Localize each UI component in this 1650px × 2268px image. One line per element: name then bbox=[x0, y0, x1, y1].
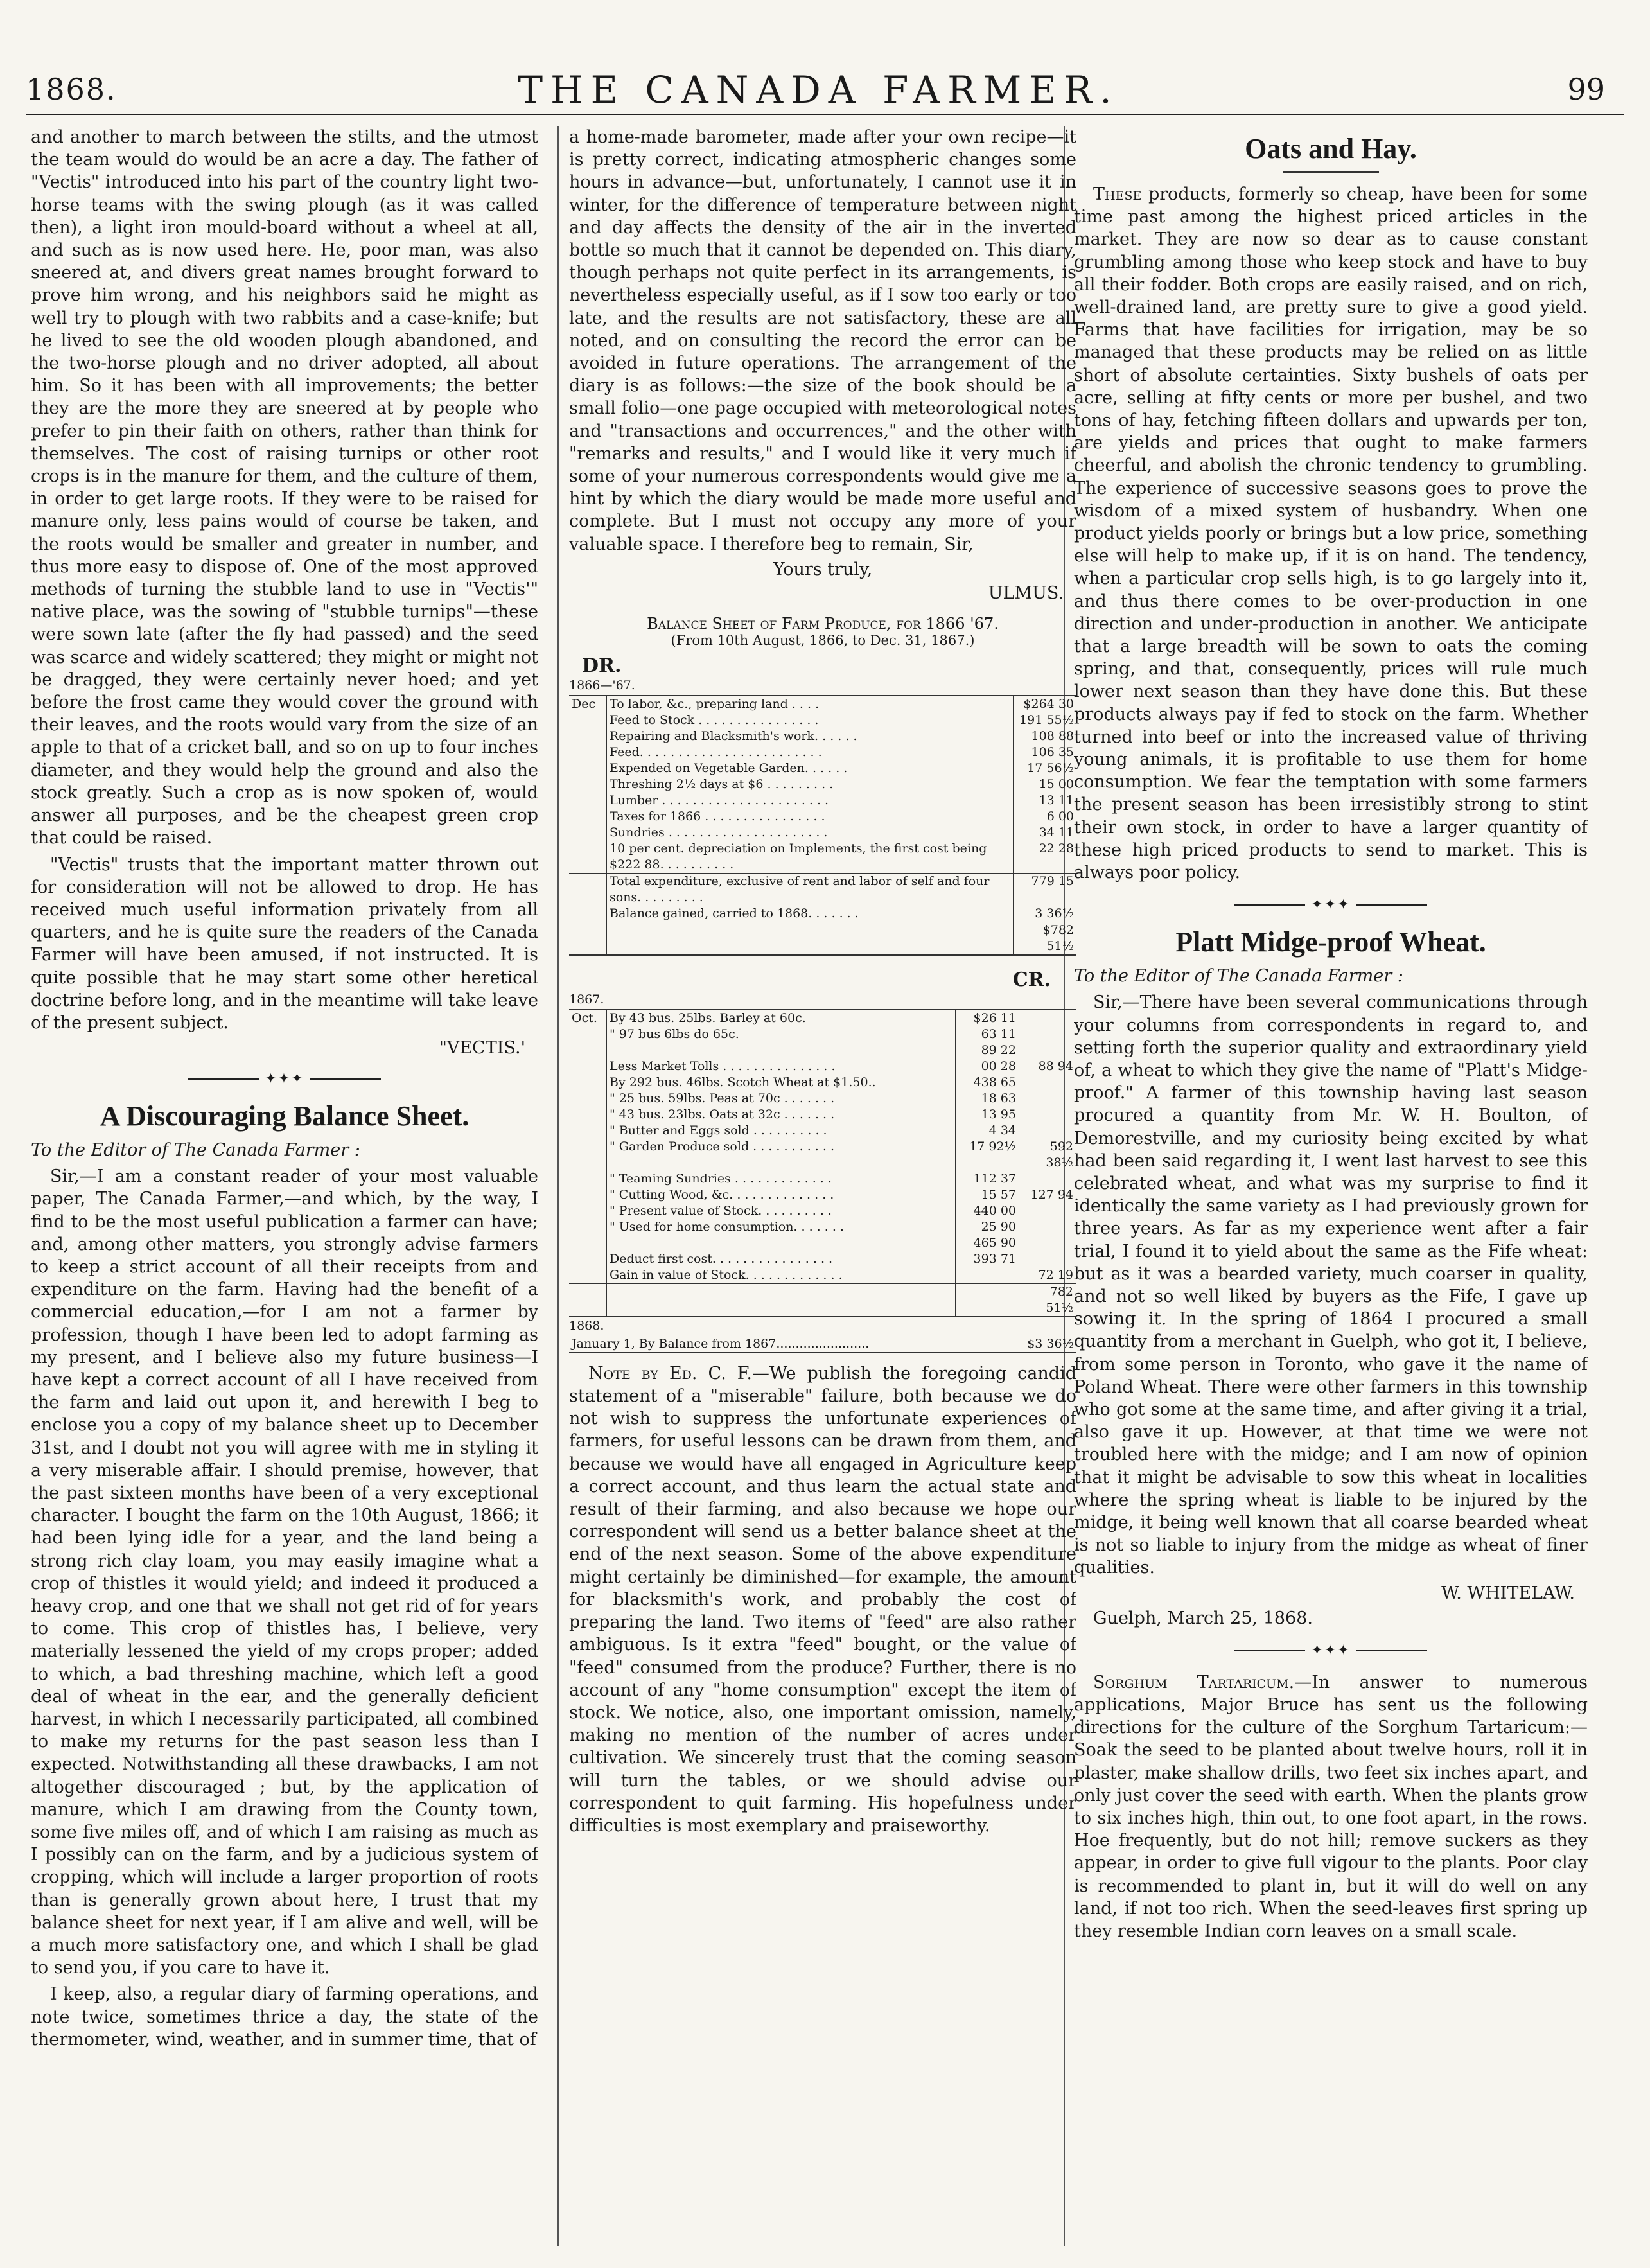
month-cell bbox=[569, 1123, 607, 1139]
masthead-rule bbox=[26, 114, 1624, 116]
masthead-title: THE CANADA FARMER. bbox=[518, 68, 1119, 112]
article-heading-oats-hay: Oats and Hay. bbox=[1245, 133, 1417, 164]
table-row bbox=[569, 1283, 1076, 1317]
amount-cell: 4 34 bbox=[956, 1123, 1019, 1139]
month-cell bbox=[569, 1171, 607, 1187]
table-row bbox=[569, 809, 1076, 825]
table-row bbox=[569, 1267, 1076, 1284]
letter-continuation: a home-made barometer, made after your own recipe—it is pretty correct, indicating atmospheric changes some hours in advance—but, unfortunately, I cannot use it in winter, for the difference of temperature between night and day affects the density of the air in the inverted bottle so much that it cannot be depended on. This diary, though perhaps not quite perfect in its arrangements, is nevertheless especially useful, as if I sow too early or too late, and the results are not satisfactory, these are all noted, and on consulting the record the error can be avoided in future operations. The arrangement of the diary is as follows:—the size of the book should be a small folio—one page occupied with meteorological notes and "transactions and occurrences," and the other with "remarks and results," and I would like it very much if some of your numerous correspondents would give me a hint by which the diary would be made more useful and complete. But I must not occupy any more of your valuable space. I therefore beg to remain, Sir, bbox=[569, 127, 1076, 554]
amount-cell: 6 00 bbox=[1046, 809, 1074, 823]
table-row bbox=[569, 696, 1076, 712]
table-row bbox=[569, 760, 1076, 777]
article-heading-balance-sheet: A Discouraging Balance Sheet. bbox=[100, 1100, 470, 1132]
subtotal-cell bbox=[1019, 1123, 1076, 1139]
heading-rule bbox=[1283, 171, 1379, 173]
section-divider: ✦✦✦ bbox=[1074, 1642, 1588, 1658]
carry-year: 1868. bbox=[569, 1318, 604, 1333]
item-cell: Expended on Vegetable Garden. . . . . . bbox=[607, 760, 1014, 777]
table-row bbox=[569, 712, 1076, 728]
month-cell bbox=[569, 1059, 607, 1075]
oats-hay-text: products, formerly so cheap, have been for some time past among the highest priced articles in the market. They are now so dear as to cause constant grumbling among those who keep stock and have to buy all their fodder. Both crops are easily raised, and on rich, well-drained land, are pretty sure to give a good yield. Farms that have facilities for irrigation, may be so managed that these products may be relied on as little short of absolute certainties. Sixty bushels of oats per acre, selling at fifty cents or more per bushel, and two tons of hay, fetching fifteen dollars and upwards per ton, are yields and prices that ought to make farmers cheerful, and abolish the chronic tendency to grumbling. The experience of successive seasons goes to prove the wisdom of a mixed system of husbandry. When one product yields poorly or brings but a low price, something else will help to make up, if it is on hand. The tendency, when a particular crop sells high, is to go largely into it, and thus there comes to be over-production in one direction and under-production in another. We anticipate that a large breadth will be sown to oats the coming spring, and that, consequently, prices will rule much lower next season than they have done this. But these products always pay if fed to stock on the farm. Whether turned into beef or into the increased value of thriving young animals, it is profitable to use them for home consumption. We fear the temptation with some farmers the present season has been irresistibly strong to stint their own stock, in order to have a larger quantity of these high priced products to send to market. This is always poor policy. bbox=[1074, 184, 1588, 883]
masthead-year: 1868. bbox=[26, 72, 117, 107]
item-cell: " Present value of Stock. . . . . . . . . . bbox=[607, 1203, 956, 1219]
column-1 bbox=[31, 126, 538, 2252]
editor-note-lead: Note by Ed. C. F. bbox=[588, 1363, 752, 1384]
table-row bbox=[569, 1187, 1076, 1203]
subtotal-cell: 592 38½ bbox=[1019, 1139, 1076, 1171]
item-cell: Gain in value of Stock. . . . . . . . . . . . . bbox=[607, 1267, 956, 1284]
amount-cell: 3 36½ bbox=[1035, 906, 1074, 920]
section-divider: ✦✦✦ bbox=[1074, 897, 1588, 913]
month-cell bbox=[569, 728, 607, 744]
amount-cell: 112 37 bbox=[956, 1171, 1019, 1187]
month-cell: Oct. bbox=[569, 1010, 607, 1026]
amount-cell: $26 11 bbox=[956, 1010, 1019, 1026]
month-cell bbox=[569, 1139, 607, 1171]
table-row bbox=[569, 1091, 1076, 1107]
subtotal-cell bbox=[1019, 1010, 1076, 1026]
item-cell: By 292 bus. 46lbs. Scotch Wheat at $1.50.. bbox=[607, 1075, 956, 1091]
month-cell bbox=[569, 1219, 607, 1235]
subtotal-cell: 127 94 bbox=[1019, 1187, 1076, 1203]
carry-forward-label: January 1, By Balance from 1867........................ bbox=[572, 1336, 870, 1351]
item-cell: Less Market Tolls . . . . . . . . . . . . . . . bbox=[607, 1059, 956, 1075]
sorghum-text: —In answer to numerous applications, Major Bruce has sent us the following directions for the culture of the Sorghum Tartaricum:—Soak the seed to be planted about twelve hours, roll it in plaster, make shallow drills, two feet six inches apart, and only just cover the seed with earth. When the plants grow to six inches high, thin out, to one foot apart, in the rows. Hoe frequently, but do not hill; remove suckers as they appear, in order to give full vigour to the plants. Poor clay is recommended to plant in, but it will do well on any land, if not too rich. When the seed-leaves first spring up they resemble Indian corn leaves on a small scale. bbox=[1074, 1672, 1588, 1942]
month-cell bbox=[569, 906, 607, 922]
month-cell bbox=[569, 922, 607, 955]
amount-cell: $782 51½ bbox=[1014, 922, 1077, 955]
balance-sheet-subtitle: (From 10th August, 1866, to Dec. 31, 1867.) bbox=[671, 632, 975, 648]
month-cell bbox=[569, 1251, 607, 1267]
closing: Yours truly, bbox=[773, 559, 873, 579]
month-cell bbox=[569, 1235, 607, 1251]
amount-cell: 00 28 bbox=[956, 1059, 1019, 1075]
editor-note-text: —We publish the foregoing candid statement of a "miserable" failure, both because we do not wish to suppress the unfortunate experiences of farmers, for useful lessons can be drawn from them, and because we would have all engaged in Agriculture keep a correct account, and thus learn the actual state and result of their farming, and also because we hope our correspondent will send us a better balance sheet at the end of the next season. Some of the above expenditure might certainly be diminished—for example, the amount for blacksmith's work, and probably the cost of preparing the land. Two items of "feed" are also rather ambiguous. Is it extra "feed" bought, or the value of "feed" consumed from the produce? Further, there is no account of any "home consumption" except the item of stock. We notice, also, one important omission, namely, making no mention of the number of acres under cultivation. We sincerely trust that the coming season will turn the tables, or we should advise our correspondent to quit farming. His hopefulness under difficulties is most exemplary and praiseworthy. bbox=[569, 1363, 1076, 1836]
item-cell: 10 per cent. depreciation on Implements, the first cost being $222 88. . . . . . . . . . bbox=[607, 841, 1014, 874]
amount-cell: 63 11 bbox=[956, 1026, 1019, 1042]
amount-cell: 779 15 bbox=[1014, 873, 1077, 906]
table-row bbox=[569, 1203, 1076, 1219]
item-cell bbox=[607, 1283, 956, 1317]
debit-year: 1866—'67. bbox=[569, 678, 635, 692]
subtotal-cell bbox=[1019, 1042, 1076, 1059]
subtotal-cell: 782 51½ bbox=[1019, 1283, 1076, 1317]
amount-cell: 15 57 bbox=[956, 1187, 1019, 1203]
table-row bbox=[569, 906, 1076, 922]
letter-body: Sir,—I am a constant reader of your most valuable paper, The Canada Farmer,—and which, by the way, I find to be the most useful publication a farmer can have; and, among other matters, you strongly advise farmers to keep a strict account of all their receipts from and expenditure on the farm. Having had the benefit of a commercial education,—for I am not a farmer by profession, though I have been led to adopt farming as my present, and I believe also my future business—I have kept a correct account of all I have received from the farm and laid out upon it, and herewith I beg to enclose you a copy of my balance sheet up to December 31st, and I doubt not you will agree with me in styling it a very miserable affair. I should premise, however, that the past sixteen months have been of a very exceptional character. I bought the farm on the 10th August, 1866; it had been lying idle for a year, and the land being a strong rich clay loam, you may easily imagine what a crop of thistles it would yield; and indeed it produced a heavy crop, and one that we shall not get rid of for years to come. This crop of thistles has, I believe, very materially lessened the yield of my crops proper; added to which, a bad threshing machine, which left a good deal of wheat in the ear, and the generally deficient harvest, in which I necessarily participated, all combined to make my returns for the past season less than I expected. Notwithstanding all these drawbacks, I am not altogether discouraged ; but, by the application of manure, which I am drawing from the County town, some five miles off, and of which I am raising as much as I possibly can on the farm, and by a judicious system of cropping, which will include a larger proportion of roots than is generally grown about here, I trust that my balance sheet for next year, if I am alive and well, will be a much more satisfactory one, and which I shall be glad to send you, if you care to have it. bbox=[31, 1166, 538, 1978]
subtotal-cell bbox=[1019, 1219, 1076, 1235]
item-cell: Deduct first cost. . . . . . . . . . . . . . . . bbox=[607, 1251, 956, 1267]
section-divider: ✦✦✦ bbox=[31, 1071, 538, 1087]
subtotal-cell bbox=[1019, 1075, 1076, 1091]
item-cell: Feed to Stock . . . . . . . . . . . . . . . . bbox=[607, 712, 1014, 728]
editor-note bbox=[569, 1362, 1076, 1837]
amount-cell: 106 35 bbox=[1031, 744, 1074, 759]
month-cell bbox=[569, 1107, 607, 1123]
column-3 bbox=[1074, 126, 1588, 2252]
table-row bbox=[569, 1010, 1076, 1026]
table-row bbox=[569, 825, 1076, 841]
whitelaw-signature: W. WHITELAW. bbox=[1441, 1583, 1575, 1603]
page-number: 99 bbox=[1567, 72, 1605, 107]
balance-sheet-title: Balance Sheet of Farm Produce, for 1866 '67. bbox=[647, 614, 999, 633]
table-row bbox=[569, 1042, 1076, 1059]
amount-cell: 13 11 bbox=[1039, 793, 1074, 807]
salutation: To the Editor of The Canada Farmer : bbox=[1074, 966, 1403, 987]
item-cell: By 43 bus. 25lbs. Barley at 60c. bbox=[607, 1010, 956, 1026]
table-row bbox=[569, 1059, 1076, 1075]
subtotal-cell bbox=[1019, 1251, 1076, 1267]
item-cell: To labor, &c., preparing land . . . . bbox=[607, 696, 1014, 712]
amount-cell: 18 63 bbox=[956, 1091, 1019, 1107]
item-cell: Total expenditure, exclusive of rent and labor of self and four sons. . . . . . . . . bbox=[607, 873, 1014, 906]
month-cell bbox=[569, 841, 607, 874]
amount-cell: 25 90 bbox=[956, 1219, 1019, 1235]
amount-cell: 440 00 bbox=[956, 1203, 1019, 1219]
subtotal-cell bbox=[1019, 1235, 1076, 1251]
oats-hay-lead: These bbox=[1093, 184, 1142, 204]
amount-cell: 438 65 bbox=[956, 1075, 1019, 1091]
debit-table bbox=[569, 695, 1076, 956]
platt-wheat-body: Sir,—There have been several communications through your columns from correspondents in regard to, and setting forth the superior quality and extraordinary yield of, a wheat to which they give the name of "Platt's Midge-proof." A farmer of this township having last season procured a quantity from Mr. W. H. Boulton, of Demorestville, and my curiosity being excited by what had been said regarding it, I went last harvest to see this celebrated wheat, and what was my surprise to find it identically the same variety as I had previously grown for three years. As far as my experience went after a fair trial, I found it to yield about the same as the Fife wheat: but as it was a bearded variety, much coarser in quality, and not so well liked by buyers as the Fife, I gave up sowing it. In the spring of 1864 I procured a small quantity from a merchant in Guelph, who got it, I believe, from some person in Toronto, who gave it the name of Poland Wheat. There were other farmers in this township who got some at the same time, and after giving it a trial, also gave it up. However, at that time we were not troubled here with the midge; and I am now of opinion that it might be advisable to sow this wheat in localities where the spring wheat is liable to be injured by the midge, it being well known that all coarse bearded wheat is not so liable to injury from the midge as wheat of finer qualities. bbox=[1074, 992, 1588, 1578]
table-row bbox=[569, 793, 1076, 809]
amount-cell: 465 90 bbox=[956, 1235, 1019, 1251]
sorghum-lead: Sorghum Tartaricum. bbox=[1093, 1672, 1295, 1692]
table-row bbox=[569, 841, 1076, 874]
debit-label: DR. bbox=[582, 654, 622, 677]
table-row bbox=[569, 1219, 1076, 1235]
oats-hay-body bbox=[1074, 183, 1588, 884]
carry-forward-amount: $3 36½ bbox=[1027, 1336, 1074, 1351]
amount-cell bbox=[956, 1283, 1019, 1317]
carry-forward-row bbox=[569, 1335, 1076, 1353]
table-row bbox=[569, 922, 1076, 955]
vectis-closing-paragraph: "Vectis" trusts that the important matter thrown out for consideration will not be allowed to drop. He has received much useful information privately from all quarters, and he is quite sure the readers of the Canada Farmer will have been amused, if not instructed. It is quite possible that he may start some other heretical doctrine before long, and in the meantime will take leave of the present subject. bbox=[31, 854, 538, 1033]
subtotal-cell: 72 19 bbox=[1019, 1267, 1076, 1284]
amount-cell: 22 28 bbox=[1039, 841, 1074, 856]
table-row bbox=[569, 728, 1076, 744]
month-cell bbox=[569, 1203, 607, 1219]
item-cell: Balance gained, carried to 1868. . . . . . . bbox=[607, 906, 1014, 922]
month-cell bbox=[569, 1075, 607, 1091]
item-cell: Repairing and Blacksmith's work. . . . . . bbox=[607, 728, 1014, 744]
salutation: To the Editor of The Canada Farmer : bbox=[31, 1140, 360, 1161]
table-row bbox=[569, 777, 1076, 793]
amount-cell: 108 88 bbox=[1031, 728, 1074, 743]
month-cell bbox=[569, 1026, 607, 1042]
item-cell: " 25 bus. 59lbs. Peas at 70c . . . . . . . bbox=[607, 1091, 956, 1107]
table-row bbox=[569, 1075, 1076, 1091]
month-cell bbox=[569, 744, 607, 760]
month-cell bbox=[569, 825, 607, 841]
month-cell bbox=[569, 1187, 607, 1203]
vectis-continuation: and another to march between the stilts, and the utmost the team would do would be an acre a day. The father of "Vectis" introduced into his part of the country light two-horse teams with the swing plough (as it was called then), a light iron mould-board without a wheel at all, and such as is now used here. He, poor man, was also sneered at, and divers great names brought forward to prove him wrong, and his neighbors said he might as well try to plough with two rabbits and a case-knife; but he lived to see the old wooden plough abandoned, and the two-horse plough and no driver adopted, all about him. So it has been with all improvements; the better they are the more they are sneered at by people who prefer to pin their faith on others, rather than think for themselves. The cost of raising turnips or other root crops is in the manure for them, and the culture of them, in order to get large roots. If they were to be raised for manure only, less pains would of course be taken, and the roots would be smaller and greater in number, and thus more easy to dispose of. One of the most approved methods of turning the stubble land to use in "Vectis'" native place, was the sowing of "stubble turnips"—these were sown late (after the fly had passed) and the seed was scarce and widely scattered; they might or might not be dragged, they were certainly never hoed; and yet before the frost came they would cover the ground with their leaves, and the roots would vary from the size of an apple to that of a cricket ball, and so on up to four inches diameter, and they would help the ground and also the stock greatly. Such a crop as is now spoken of, would answer all purposes, and be the cheapest green crop that could be raised. bbox=[31, 127, 538, 848]
table-row bbox=[569, 1251, 1076, 1267]
subtotal-cell bbox=[1019, 1091, 1076, 1107]
month-cell bbox=[569, 1091, 607, 1107]
item-cell: " Butter and Eggs sold . . . . . . . . . . bbox=[607, 1123, 956, 1139]
month-cell bbox=[569, 1042, 607, 1059]
month-cell: Dec bbox=[569, 696, 607, 712]
item-cell: " Used for home consumption. . . . . . . bbox=[607, 1219, 956, 1235]
item-cell bbox=[607, 922, 1014, 955]
letter-body-diary: I keep, also, a regular diary of farming operations, and note twice, sometimes thrice a day, the state of the thermometer, wind, weather, and in summer time, that of bbox=[31, 1984, 538, 2050]
month-cell bbox=[569, 793, 607, 809]
subtotal-cell: 88 94 bbox=[1019, 1059, 1076, 1075]
table-row bbox=[569, 1139, 1076, 1171]
subtotal-cell bbox=[1019, 1026, 1076, 1042]
credit-table bbox=[569, 1009, 1076, 1317]
table-row bbox=[569, 1107, 1076, 1123]
item-cell: " Cutting Wood, &c. . . . . . . . . . . . . . bbox=[607, 1187, 956, 1203]
subtotal-cell bbox=[1019, 1107, 1076, 1123]
item-cell: Sundries . . . . . . . . . . . . . . . . . . . . . bbox=[607, 825, 1014, 841]
amount-cell: $264 30 bbox=[1023, 696, 1074, 711]
masthead bbox=[26, 64, 1611, 112]
item-cell: " Teaming Sundries . . . . . . . . . . . . . bbox=[607, 1171, 956, 1187]
column-2 bbox=[569, 126, 1076, 2252]
item-cell: " 43 bus. 23lbs. Oats at 32c . . . . . . . bbox=[607, 1107, 956, 1123]
subtotal-cell bbox=[1019, 1171, 1076, 1187]
subtotal-cell bbox=[1019, 1203, 1076, 1219]
month-cell bbox=[569, 809, 607, 825]
amount-cell bbox=[956, 1267, 1019, 1284]
amount-cell: 34 11 bbox=[1039, 825, 1074, 840]
sorghum-body bbox=[1074, 1671, 1588, 1942]
amount-cell: 17 56½ bbox=[1027, 760, 1074, 775]
amount-cell: 17 92½ bbox=[956, 1139, 1019, 1171]
item-cell bbox=[607, 1235, 956, 1251]
month-cell bbox=[569, 760, 607, 777]
month-cell bbox=[569, 873, 607, 906]
item-cell: Taxes for 1866 . . . . . . . . . . . . . . . . bbox=[607, 809, 1014, 825]
amount-cell: 89 22 bbox=[956, 1042, 1019, 1059]
credit-year: 1867. bbox=[569, 992, 604, 1007]
table-row bbox=[569, 744, 1076, 760]
table-row bbox=[569, 1235, 1076, 1251]
credit-label: CR. bbox=[1012, 968, 1051, 991]
table-row bbox=[569, 873, 1076, 906]
ulmus-signature: ULMUS. bbox=[988, 583, 1064, 603]
table-row bbox=[569, 1123, 1076, 1139]
month-cell bbox=[569, 712, 607, 728]
month-cell bbox=[569, 1283, 607, 1317]
item-cell bbox=[607, 1042, 956, 1059]
amount-cell: 191 55½ bbox=[1019, 712, 1074, 727]
item-cell: Threshing 2½ days at $6 . . . . . . . . . bbox=[607, 777, 1014, 793]
item-cell: Lumber . . . . . . . . . . . . . . . . . . . . . . bbox=[607, 793, 1014, 809]
item-cell: Feed. . . . . . . . . . . . . . . . . . . . . . . . bbox=[607, 744, 1014, 760]
table-row bbox=[569, 1171, 1076, 1187]
vectis-signature: "VECTIS.' bbox=[439, 1038, 525, 1059]
month-cell bbox=[569, 777, 607, 793]
column-rule-1 bbox=[557, 126, 559, 2246]
amount-cell: 15 00 bbox=[1039, 777, 1074, 791]
item-cell: " 97 bus 6lbs do 65c. bbox=[607, 1026, 956, 1042]
amount-cell: 13 95 bbox=[956, 1107, 1019, 1123]
amount-cell: 393 71 bbox=[956, 1251, 1019, 1267]
month-cell bbox=[569, 1267, 607, 1284]
place-date: Guelph, March 25, 1868. bbox=[1093, 1608, 1313, 1628]
table-row bbox=[569, 1026, 1076, 1042]
article-heading-platt-wheat: Platt Midge-proof Wheat. bbox=[1175, 926, 1486, 958]
item-cell: " Garden Produce sold . . . . . . . . . . . bbox=[607, 1139, 956, 1171]
